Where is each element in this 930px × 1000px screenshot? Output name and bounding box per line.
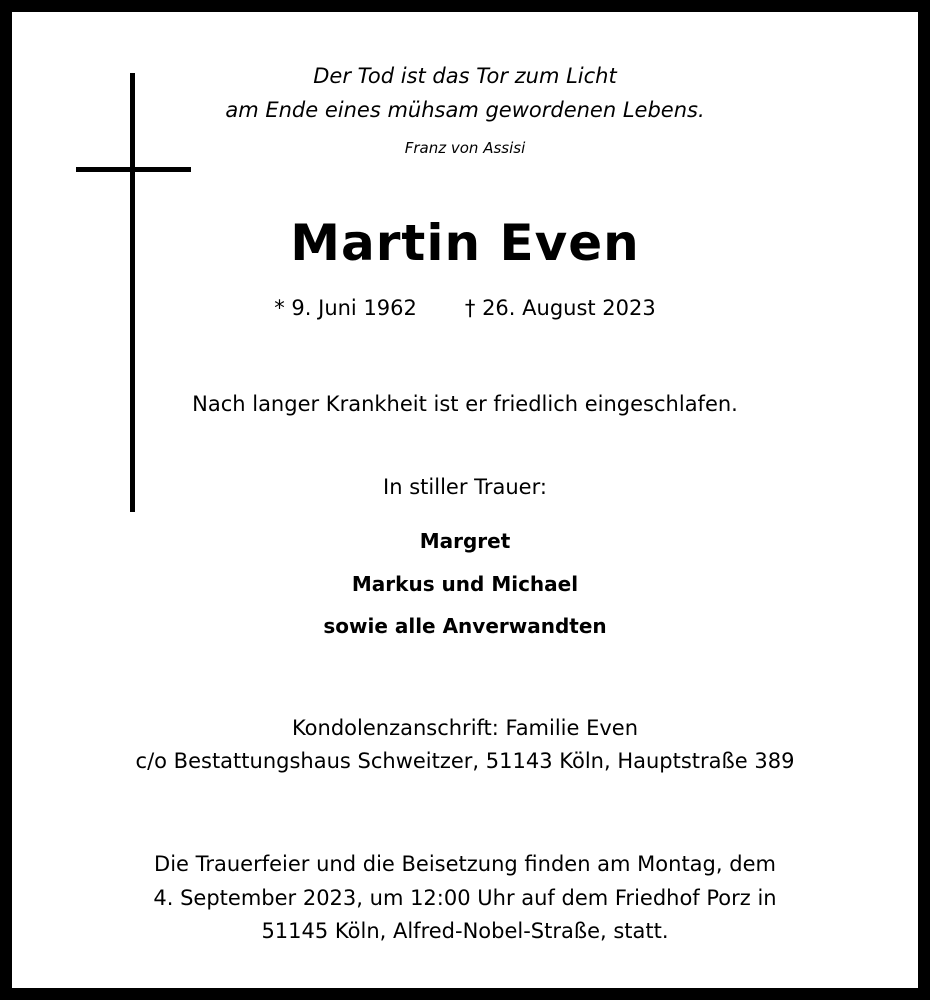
mourners-intro: In stiller Trauer:	[383, 475, 547, 499]
mourner-name: Markus und Michael	[351, 572, 579, 596]
mourner-name: sowie alle Anverwandten	[323, 614, 607, 638]
statement: Nach langer Krankheit ist er friedlich eingeschlafen.	[192, 392, 738, 416]
funeral-line-2: 4. September 2023, um 12:00 Uhr auf dem Friedhof Porz in	[153, 886, 777, 910]
life-dates	[0, 296, 930, 320]
condolence-line-1: Kondolenzanschrift: Familie Even	[291, 716, 639, 740]
funeral-line-3: 51145 Köln, Alfred-Nobel-Straße, statt.	[261, 919, 669, 943]
quote-author: Franz von Assisi	[404, 139, 526, 157]
condolence-line-2: c/o Bestattungshaus Schweitzer, 51143 Köln, Hauptstraße 389	[135, 749, 795, 773]
cross-icon-bar	[76, 167, 191, 172]
quote-line-2: am Ende eines mühsam gewordenen Lebens.	[225, 98, 705, 122]
funeral-line-1: Die Trauerfeier und die Beisetzung finden am Montag, dem	[154, 852, 776, 876]
deceased-name: Martin Even	[290, 214, 640, 272]
quote-line-1: Der Tod ist das Tor zum Licht	[313, 64, 617, 88]
death-date: † 26. August 2023	[464, 296, 656, 320]
mourner-name: Margret	[419, 529, 511, 553]
birth-date: * 9. Juni 1962	[274, 296, 417, 320]
